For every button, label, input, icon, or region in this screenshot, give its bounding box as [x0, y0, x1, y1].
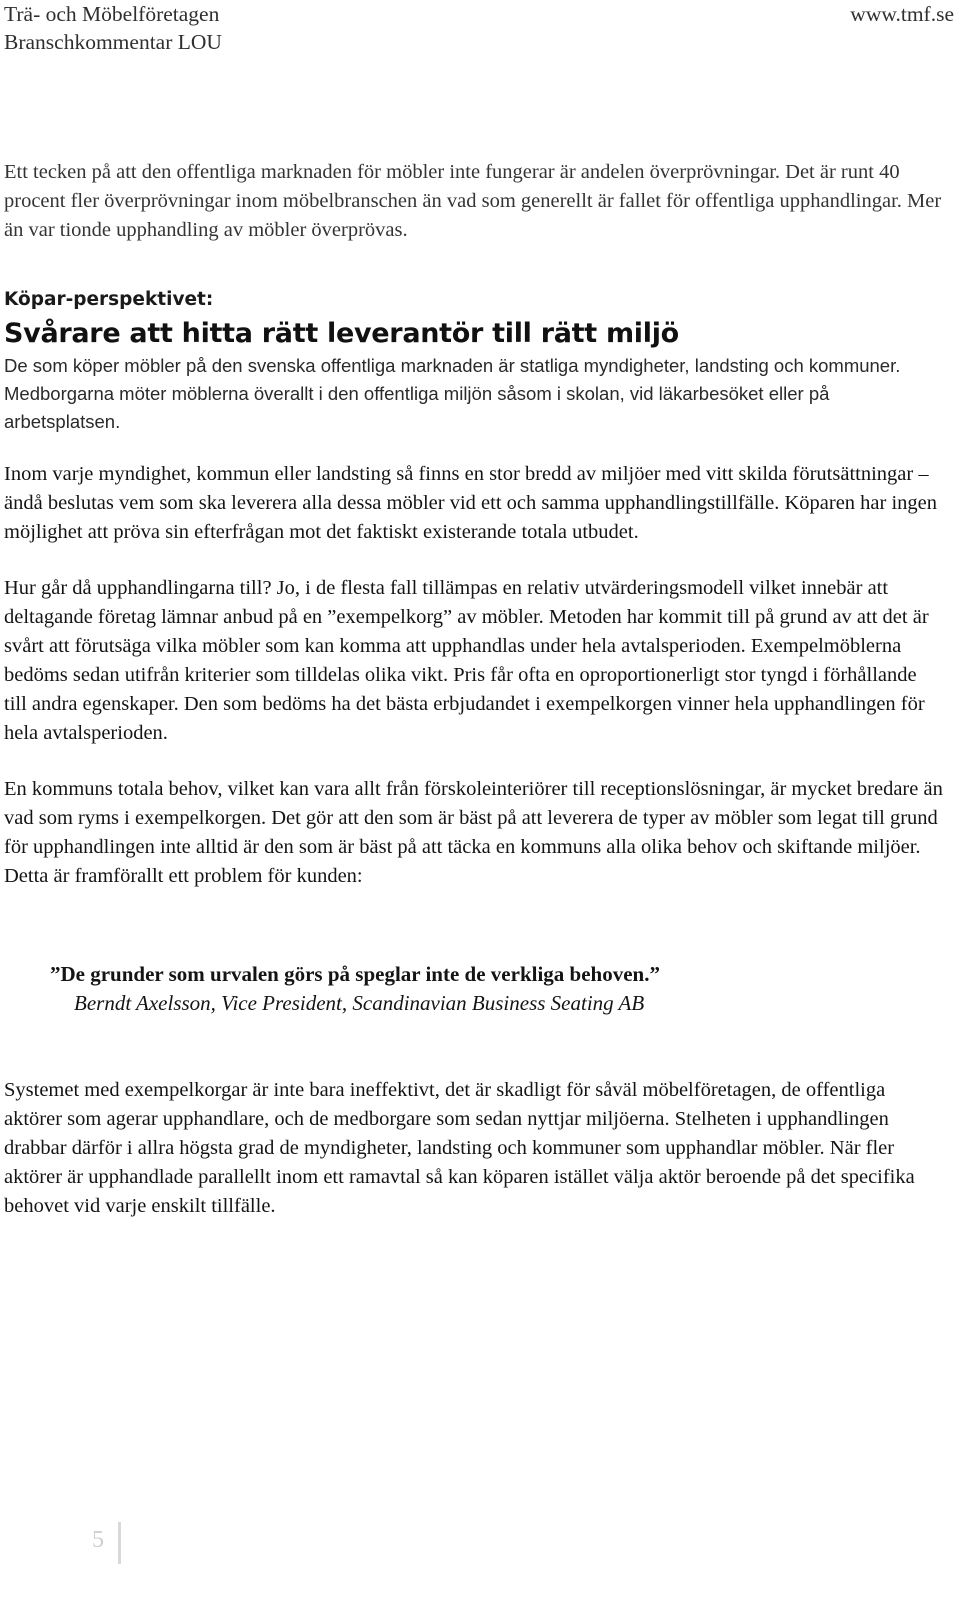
paragraph-intro: De som köper möbler på den svenska offentliga marknaden är statliga myndigheter, landsting och kommuner. Medborgarna möter möblerna överallt i den offentliga miljön såsom i skolan, vid läkarbesöket eller på arbetsplatsen. — [4, 355, 901, 432]
quote-block — [4, 960, 944, 1018]
paragraph-upphandlingar: Hur går då upphandlingarna till? Jo, i de flesta fall tillämpas en relativ utvärderingsmodell vilket innebär att deltagande företag lämnar anbud på en ”exempelkorg” av möbler. Metoden har kommit till på grund av att det är svårt att förutsäga vilka möbler som kan komma att upphandlas under hela avtalsperioden. Exempelmöblerna bedöms sedan utifrån kriterier som tilldelas olika vikt. Pris får ofta en oproportionerligt stor tyngd i förhållande till andra egenskaper. Den som bedöms ha det bästa erbjudandet i exempelkorgen vinner hela upphandlingen för hela avtalsperioden. — [4, 577, 929, 744]
paragraph-exempelkorgar: Systemet med exempelkorgar är inte bara ineffektivt, det är skadligt för såväl möbelföretagen, de offentliga aktörer som agerar upphandlare, och de medborgare som sedan nyttjar miljöerna. Stelheten i upphandlingen drabbar därför i allra högsta grad de myndigheter, landsting och kommuner som upphandlar möbler. När fler aktörer är upphandlade parallellt inom ett ramavtal så kan köparen istället välja aktör beroende på det specifika behovet vid varje enskilt tillfälle. — [4, 1079, 915, 1217]
header-url[interactable]: www.tmf.se — [850, 2, 954, 26]
quote-text: ”De grunder som urvalen görs på speglar inte de verkliga behoven.” — [50, 962, 660, 986]
paragraph-kommun-behov: En kommuns totala behov, vilket kan vara allt från förskoleinteriörer till receptionslösningar, är mycket bredare än vad som ryms i exempelkorgen. Det gör att den som är bäst på att leverera de typer av möbler som legat till grund för upphandlingen inte alltid är den som är bäst på att täcka en kommuns alla olika behov och skiftande miljöer. Detta är framförallt ett problem för kunden: — [4, 778, 943, 887]
header-doc-title: Branschkommentar LOU — [4, 30, 222, 54]
paragraph-overprovning: Ett tecken på att den offentliga marknaden för möbler inte fungerar är andelen överprövningar. Det är runt 40 procent fler överprövningar inom möbelbranschen än vad som generellt är fallet för offentliga upphandlingar. Mer än var tionde upphandling av möbler överprövas. — [4, 161, 942, 241]
page-number-divider — [118, 1522, 121, 1564]
section-title: Svårare att hitta rätt leverantör till rätt miljö — [4, 318, 679, 349]
paragraph-myndighet: Inom varje myndighet, kommun eller landsting så finns en stor bredd av miljöer med vitt skilda förutsättningar – ändå beslutas vem som ska leverera alla dessa möbler vid ett och samma upphandlingstillfälle. Köparen har ingen möjlighet att pröva sin efterfrågan mot det faktiskt existerande totala utbudet. — [4, 463, 938, 543]
header-org: Trä- och Möbelföretagen — [4, 2, 220, 26]
page-header-right — [850, 0, 954, 28]
page-number: 5 — [92, 1527, 104, 1553]
quote-source: Berndt Axelsson, Vice President, Scandinavian Business Seating AB — [74, 991, 645, 1015]
page-header-left — [4, 0, 222, 56]
document-body — [4, 158, 944, 1248]
section-kicker: Köpar-perspektivet: — [4, 289, 214, 310]
